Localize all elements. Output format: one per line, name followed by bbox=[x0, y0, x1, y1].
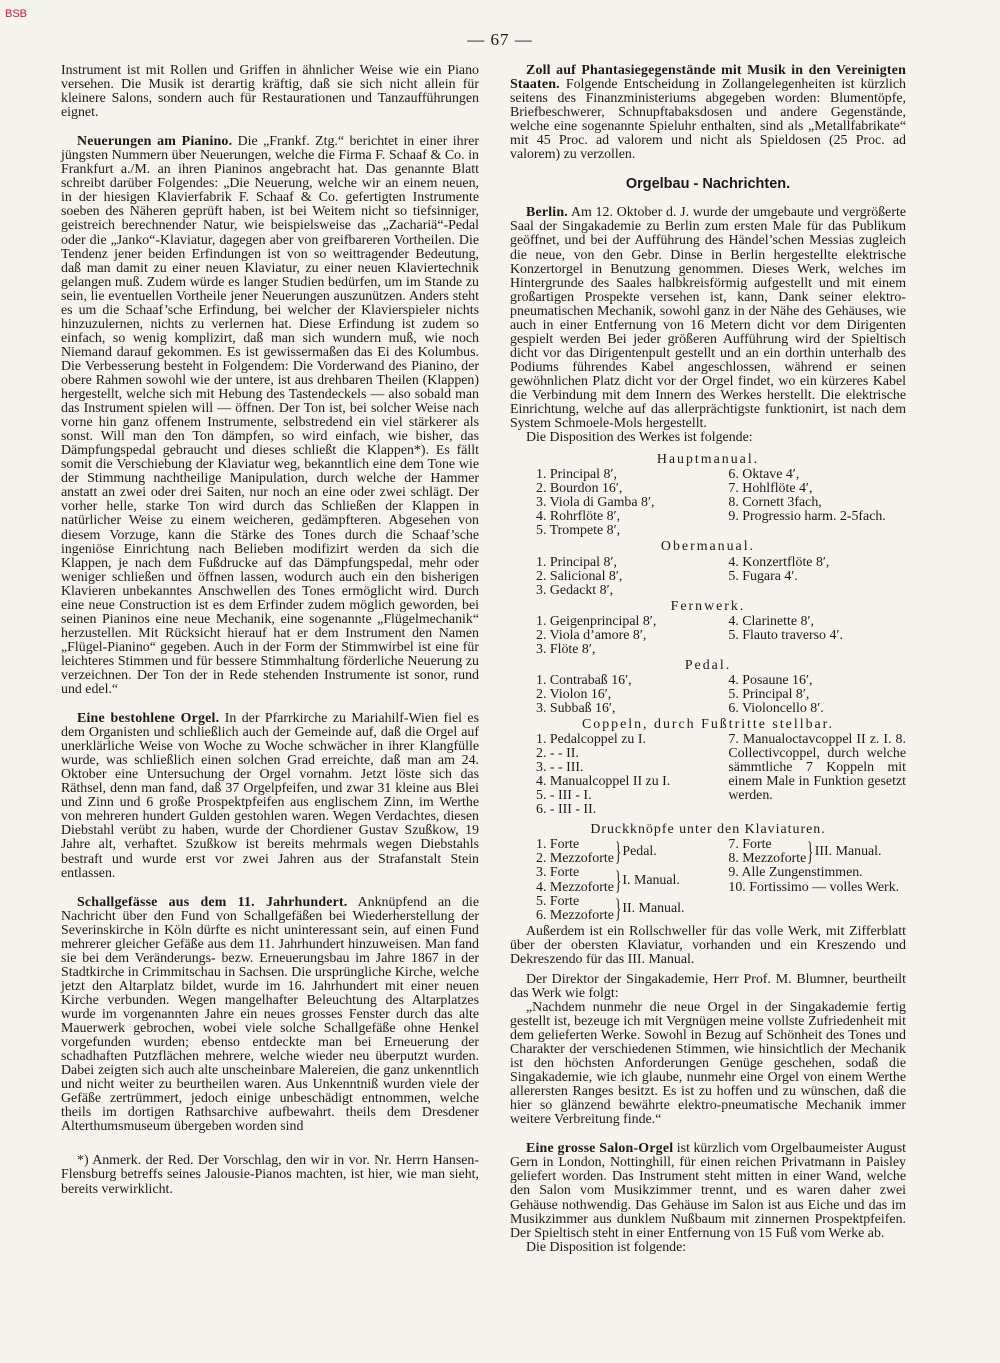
stop: 5. Trompete 8′, bbox=[536, 523, 621, 539]
coppel-item: 1. Pedalcoppel zu I. bbox=[536, 732, 646, 748]
stop: 3. Subbaß 16′, bbox=[536, 700, 616, 716]
brace-icon: } bbox=[615, 837, 622, 867]
article-berlin bbox=[510, 206, 906, 431]
stop: 2. Salicional 8′, bbox=[536, 568, 623, 584]
coppel-item: 2. - - II. bbox=[536, 746, 579, 762]
stop-list-fernwerk bbox=[510, 615, 906, 657]
druck-pair bbox=[536, 838, 728, 866]
manual-title: Hauptmanual. bbox=[656, 452, 760, 468]
coppeln-title: Coppeln, durch Fußtritte stellbar. bbox=[581, 717, 835, 733]
quote-blumner: „Nachdem nunmehr die neue Orgel in der Singakademie fertig gestellt ist, bezeuge ich mit Vergnügen meine vollste Zufriedenheit mit dem gelieferten Werke. Sowohl in Bezug auf Schönheit des Tones und Charakter der verschiedenen Stimmen, wie hinsichtlich der Mechanik ist den höchsten Anforderungen Genüge geschehen, sodaß die Singakademie, wie ich glaube, nunmehr eine Orgel von einem Werthe allerersten Ranges besitzt. Es ist zu hoffen und zu wünschen, daß die hier so glänzend bewährte elektro-pneumatische Mechanik immer weitere Verbreitung finde.“ bbox=[510, 999, 906, 1128]
stop: 6. Oktave 4′, bbox=[728, 467, 800, 483]
stop: 1. Geigenprincipal 8′, bbox=[536, 613, 657, 629]
stop: 4. Rohrflöte 8′, bbox=[536, 509, 621, 525]
stop-list-hauptmanual bbox=[510, 468, 906, 538]
druck-label: Pedal. bbox=[622, 844, 657, 860]
stop: 4. Konzertflöte 8′, bbox=[728, 554, 830, 570]
paragraph-direktor: Der Direktor der Singakademie, Herr Prof. M. Blumner, beurtheilt das Werk wie folgt: bbox=[510, 971, 906, 1001]
paragraph-continued: Instrument ist mit Rollen und Griffen in ähnlicher Weise wie ein Piano versehen. Die Musik ist derartig kräftig, daß sie sich nicht allein für kleinere Salons, sondern auch für Restaurationen und Tanzaufführungen eignet. bbox=[61, 63, 479, 121]
stop: 1. Principal 8′, bbox=[536, 554, 617, 570]
stop: 3. Gedackt 8′, bbox=[536, 582, 614, 598]
druck-item: 1. Forte bbox=[536, 837, 580, 853]
stop: 5. Flauto traverso 4′. bbox=[728, 627, 843, 643]
stop-list-pedal bbox=[510, 674, 906, 716]
stop bbox=[728, 524, 906, 538]
article-title: Eine bestohlene Orgel. bbox=[77, 711, 220, 727]
coppel-item: 4. Manualcoppel II zu I. bbox=[536, 774, 671, 790]
druck-label: I. Manual. bbox=[622, 872, 680, 888]
coppel-item: 6. - III - II. bbox=[536, 802, 597, 818]
stop: 9. Progressio harm. 2-5fach. bbox=[728, 509, 886, 525]
druck-label: II. Manual. bbox=[622, 900, 685, 916]
disposition-intro: Die Disposition des Werkes ist folgende: bbox=[526, 430, 753, 446]
stop: 4. Clarinette 8′, bbox=[728, 613, 814, 629]
article-body: In der Pfarrkirche zu Mariahilf-Wien fiel es dem Organisten und schließlich auch der Gemeinde auf, daß die Orgel auf unerklärliche Weise von Woche zu Woche schwächer in ihrer Klangfülle wurde, was schließlich einen solchen Grad erreichte, daß man am 24. Oktober eine Untersuchung der Orgel vornahm. Jetzt löste sich das Räthsel, denn man fand, daß 37 Orgelpfeifen, und zwar 31 kleine aus Blei und Zinn und 6 große Prospektpfeifen aus englischem Zinn, im Werthe von mehreren hundert Gulden gestohlen waren. Wegen Verdachtes, diesen Diebstahl verübt zu haben, wurde der Chordiener Gustav Szußkow, 19 Jahre alt, verhaftet. Szußkow ist bereits mehrmals wegen Diebstahls bestraft und wurde erst vor zwei Jahren aus der Strafanstalt Stein entlassen. bbox=[61, 711, 480, 881]
article-title: Zoll auf Phantasiegegenstände mit Musik in den Vereinigten Staaten. bbox=[510, 63, 906, 93]
stop: 6. Violoncello 8′. bbox=[728, 700, 824, 716]
stop: 2. Violon 16′, bbox=[536, 686, 612, 702]
article-body: Am 12. Oktober d. J. wurde der umgebaute und vergrößerte Saal der Singakademie zu Berlin zum ersten Male für das Publikum geöffnet, und bei der Aufführung des Händel’schen Messias zugleich die neue, von den Gebr. Dinse in Berlin hergestellte elektrische Konzertorgel in Benutzung genommen. Dieses Werk, welches im Hintergrunde des Saales halbkreisförmig aufgestellt und mit einem großartigen Prospekte versehen ist, kann, Dank seiner elektro-pneumatischen Mechanik, sowohl ganz in der Nähe des Gehäuses, wie auch in einer Entfernung von 16 Metern dicht vor dem Dirigenten gespielt werden Bei jeder größeren Aufführung wird der Spieltisch dicht vor das Dirigentenpult gestellt und an ein dorthin unterhalb des Podiums führendes Kabel angeschlossen, während er seinen gewöhnlichen Platz dicht vor der Orgel findet, wo ein kürzeres Kabel die Verbindung mit dem Innern des Werkes herstellt. Die elektrische Einrichtung, welche auf das allerprächtigste funktionirt, ist nach dem System Schmoele-Mols hergestellt. bbox=[510, 205, 906, 432]
left-column bbox=[61, 64, 479, 1212]
stop: 2. Bourdon 16′, bbox=[536, 481, 623, 497]
paragraph-ausserdem: Außerdem ist ein Rollschweller für das volle Werk, mit Zifferblatt über der obersten Klaviatur, vorhanden und ein Kreszendo und Dekreszendo für das III. Manual. bbox=[510, 923, 906, 967]
druck-pair bbox=[728, 838, 906, 866]
library-stamp: BSB bbox=[5, 8, 28, 20]
article-orgel bbox=[61, 712, 479, 881]
article-schallgefaesse bbox=[61, 896, 479, 1135]
coppeln-list bbox=[510, 733, 906, 817]
article-zoll bbox=[510, 64, 906, 162]
article-body: ist kürzlich vom Orgelbaumeister August Gern in London, Nottinghill, für einen reichen Privatmann in Paisley geliefert worden. Das Instrument steht mitten in einer Wand, welche den Salon vom Musikzimmer trennt, und es waren daher zwei Gehäuse nothwendig. Das Gehäuse im Salon ist aus Eiche und das im Musikzimmer aus dunklem Nußbaum mit zinnernen Prospektpfeifen. Der Spieltisch steht in einer Entfernung von 15 Fuß vom Werke ab. bbox=[510, 1141, 906, 1241]
article-title: Berlin. bbox=[526, 205, 568, 221]
druck-title: Druckknöpfe unter den Klaviaturen. bbox=[590, 822, 826, 838]
page-number: — 67 — bbox=[467, 30, 533, 49]
brace-icon: } bbox=[615, 865, 622, 895]
stop: 3. Viola di Gamba 8′, bbox=[536, 495, 655, 511]
article-body: Folgende Entscheidung in Zollangelegenheiten ist kürzlich seitens des Finanzministeriums abgegeben worden: Blumentöpfe, Briefbeschwerer, Schnupftabaksdosen und andere Gegenstände, welche eine sogenannte Spieluhr enthalten, sind als „Metallfabrikate“ mit 45 Proc. ad valorem und nicht als Spieldosen (25 Proc. ad valorem) zu verzollen. bbox=[510, 77, 906, 163]
stop-list-obermanual bbox=[510, 556, 906, 598]
stop: 8. Cornett 3fach, bbox=[728, 495, 822, 511]
paragraph-disposition: Die Disposition ist folgende: bbox=[526, 1239, 687, 1255]
druck-item: 5. Forte bbox=[536, 893, 580, 909]
article-body: Anknüpfend an die Nachricht über den Fund von Schallgefäßen bei Wiederherstellung der Severinskirche in Köln dürfte es nicht uninteressant sein, auf einen Fund mehrerer gleicher Gefäße aus dem 11. Jahrhundert hinzuweisen. Man fand sie bei dem Veränderungs- bezw. Erneuerungsbau im Jahre 1867 in der Stadtkirche in Crimmitschau in Sachsen. Die ursprüngliche Kirche, welche jetzt den Altarplatz bildet, wurde im 16. Jahrhundert mit einer neuen Kirche verbunden. Wegen mangelhafter Beleuchtung des Altarplatzes wurde im vorgenannten Jahre ein neues grosses Fenster durch das alte Mauerwerk gebrochen, wobei viele solche Schallgefäße ohne Henkel vorgefunden wurden; ebenso entdeckte man bei Erneuerung der schadhaften Putzflächen mehrere, welche wieder neu überputzt wurden. Dabei zeigten sich auch alte unscheinbare Malereien, die ganz unkenntlich und nicht weiter zu beurtheilen waren. Aus Unkenntniß wurden viele der Gefäße zertrümmert, jedoch einige unbeschädigt entnommen, welche theils im dortigen Rathsarchive aufbewahrt. theils dem Dresdener Alterthumsmuseum übergeben worden sind bbox=[61, 894, 480, 1135]
stop bbox=[728, 584, 906, 598]
coppel-left bbox=[536, 733, 728, 817]
druck-right bbox=[728, 838, 906, 922]
stop: 3. Flöte 8′, bbox=[536, 641, 596, 657]
druck-item: 9. Alle Zungenstimmen. bbox=[728, 865, 863, 881]
brace-icon: } bbox=[615, 893, 622, 923]
stop: 4. Posaune 16′, bbox=[728, 672, 813, 688]
druck-item: 7. Forte bbox=[728, 837, 772, 853]
article-salon-orgel bbox=[510, 1142, 906, 1240]
manual-title: Pedal. bbox=[684, 657, 732, 673]
right-column bbox=[510, 64, 906, 1270]
coppel-item: 5. - III - I. bbox=[536, 788, 592, 804]
stop: 2. Viola d’amore 8′, bbox=[536, 627, 647, 643]
stop: 7. Hohlflöte 4′, bbox=[728, 481, 813, 497]
brace-icon: } bbox=[807, 837, 814, 867]
druck-item: 3. Forte bbox=[536, 865, 580, 881]
stop: 5. Principal 8′, bbox=[728, 686, 810, 702]
article-title: Eine grosse Salon-Orgel bbox=[526, 1141, 674, 1157]
druck-item: 10. Fortissimo — volles Werk. bbox=[728, 879, 900, 895]
section-heading: Orgelbau - Nachrichten. bbox=[625, 176, 791, 193]
druck-left bbox=[536, 838, 728, 922]
stop: 1. Contrabaß 16′, bbox=[536, 672, 632, 688]
stop: 1. Principal 8′, bbox=[536, 467, 617, 483]
druck-pair bbox=[536, 866, 728, 894]
manual-title: Fernwerk. bbox=[670, 598, 746, 614]
stop: 5. Fugara 4′. bbox=[728, 568, 798, 584]
article-pianino bbox=[61, 135, 479, 697]
footnote: *) Anmerk. der Red. Der Vorschlag, den wir in vor. Nr. Herrn Hansen-Flensburg betreffs seines Jalousie-Pianos machten, ist hier, wie man sieht, bereits verwirklicht. bbox=[61, 1153, 479, 1197]
stop bbox=[728, 643, 906, 657]
druck-item: 4. Mezzoforte bbox=[536, 879, 614, 895]
coppel-item: 3. - - III. bbox=[536, 760, 584, 776]
article-title: Neuerungen am Pianino. bbox=[77, 134, 233, 150]
druck-pair bbox=[536, 895, 728, 923]
druck-list bbox=[510, 838, 906, 922]
coppel-right: 7. Manualoctavcoppel II z. I. 8. Collectivcoppel, durch welche sämmtliche 7 Koppeln mit einem Male in Funktion gesetzt werden. bbox=[728, 732, 906, 804]
druck-label: III. Manual. bbox=[814, 844, 882, 860]
article-title: Schallgefässe aus dem 11. Jahrhundert. bbox=[77, 894, 348, 910]
article-body: Die „Frankf. Ztg.“ berichtet in einer ihrer jüngsten Nummern über Neuerungen, welche die Firma F. Schaaf & Co. in Frankfurt a./M. an ihren Pianinos angebracht hat. Das genannte Blatt schreibt darüber Folgendes: „Die Neuerung, welche wir an einem neuen, in der hiesigen Klavierfabrik F. Schaaf & Co. gefertigten Instrumente soeben des Näheren geprüft haben, ist bei Weitem nicht so tiefsinniger, geistreich berechnender Natur, wie beispielsweise das „Zachariä“-Pedal oder die „Janko“-Klaviatur, dagegen aber von greifbareren Vortheilen. Die Tendenz jener beiden Erfindungen ist von so weittragender Bedeutung, daß man damit zu einer neuen Klaviatur, zu einer neuen Klaviertechnik gelangen muß. Zudem würde es langer Studien bedürfen, um im Stande zu sein, lie eventuellen Vortheile jener Neuerungen auszunützen. Anders steht es um die Schaaf’sche Erfindung, bei welcher der Klavierspieler nichts hinzuzulernen, nichts zu verlernen hat. Diese Erfindung ist zudem so einfach, so wenig komplizirt, daß man sich wundern muß, wie noch Niemand darauf gekommen. Es ist gewissermaßen das Ei des Kolumbus. Die Verbesserung besteht in Folgendem: Die Vorderwand des Pianino, der obere Rahmen sowohl wie der untere, ist aus drehbaren Theilen (Klappen) hergestellt, welche sich mit Hebung des Tastendeckels — also sobald man das Instrument spielen will — öffnen. Der Ton ist, bei solcher Weise nach vorne hin ganz offenem Instrumente, selbstredend ein viel stärkerer als sonst. Will man den Ton dämpfen, so wird einfach, wie bisher, das Dämpfungspedal gebraucht und dieses schließt die Klappen*). Es fällt somit die Verschiebung der Klaviatur weg, bekanntlich eine dem Tone wie der Stimmung nachtheilige Manipulation, durch welche der Hammer anstatt an zwei oder drei Saiten, nur noch an eine oder zwei schlägt. Der vorher helle, starke Ton wird durch das Schließen der Klappen in natürlicher Weise zu einem weicheren, gedämpfteren. Abgesehen von diesem Vorzuge, kann die Stärke des Tones durch die Schaaf’sche ingeniöse Einrichtung nach Belieben modifizirt werden da sich die Klappen, je nach dem Fußdrucke auf das Dämpfungspedal, mehr oder weniger schließen und öffnen lassen, wodurch auch ein den bisherigen Klavieren unbekanntes Anschwellen des Tones ermöglicht wird. Durch eine neue Construction ist es dem Erfinder zudem möglich geworden, bei seinen Pianinos eine neue Mechanik, eine sogenannte „Flügelmechanik“ herzustellen. Mit Rücksicht hierauf hat er dem Instrument den Namen „Flügel-Pianino“ gegeben. Auch in der Form der Stimmwirbel ist eine für leichteres Stimmen und für bessere Stimmhaltung förderliche Neuerung zu verzeichnen. Der Ton der in Rede stehenden Instrumente ist sonor, rund und edel.“ bbox=[61, 134, 479, 698]
druck-item: 6. Mezzoforte bbox=[536, 907, 614, 923]
manual-title: Obermanual. bbox=[660, 539, 756, 555]
druck-item: 8. Mezzoforte bbox=[728, 851, 807, 867]
druck-item: 2. Mezzoforte bbox=[536, 851, 614, 867]
